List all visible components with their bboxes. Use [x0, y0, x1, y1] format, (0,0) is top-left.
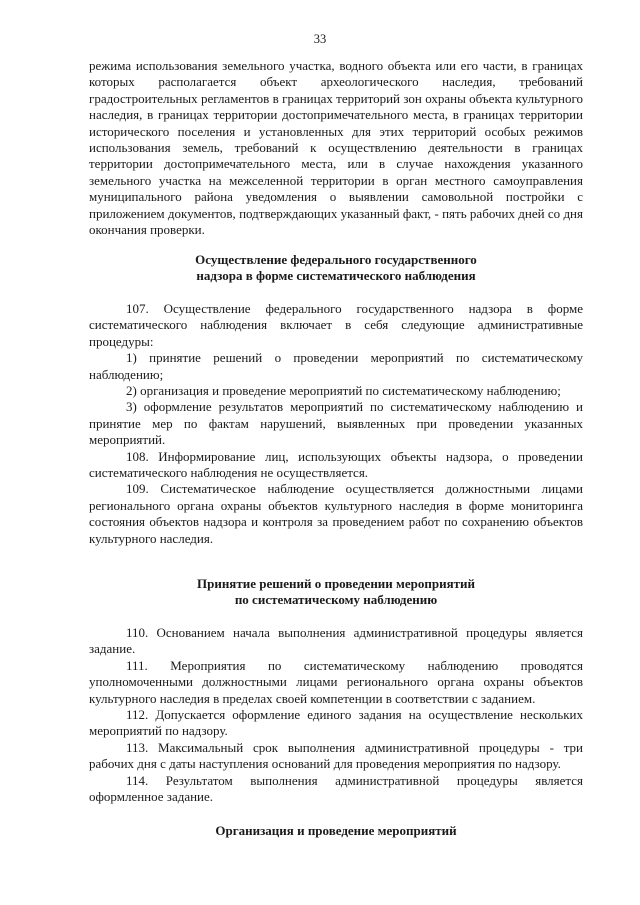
paragraph-112: 112. Допускается оформление единого задания на осуществление нескольких мероприятий по надзору.: [89, 707, 583, 739]
section2-body: [89, 625, 583, 805]
heading-line: по систематическому наблюдению: [234, 592, 438, 608]
heading-line: Осуществление федерального государственного: [195, 252, 477, 267]
paragraph-107: 107. Осуществление федерального государственного надзора в форме систематического наблюдения включает в себя следующие административные процедуры:: [89, 301, 583, 349]
section-heading-systematic-observation: [89, 252, 583, 285]
paragraph-110: 110. Основанием начала выполнения административной процедуры является задание.: [89, 625, 583, 657]
list-item-1: 1) принятие решений о проведении мероприятий по систематическому наблюдению;: [89, 350, 583, 382]
section-heading-organization: [89, 823, 583, 839]
paragraph-113: 113. Максимальный срок выполнения административной процедуры - три рабочих дня с даты наступления оснований для проведения мероприятия по надзору.: [89, 739, 583, 772]
page-number: 33: [313, 32, 327, 46]
heading-line: надзора в форме систематического наблюдения: [196, 268, 476, 284]
intro-paragraph-block: [89, 58, 583, 238]
intro-paragraph: режима использования земельного участка, водного объекта или его части, в границах которых располагается объект археологического наследия, требований градостроительных регламентов в границах территорий зон охраны объекта культурного наследия, в границах территории достопримечательного места, в границах территории исторического поселения и установленных для этих территорий особых режимов использования земель, требований к осуществлению деятельности в границах территории достопримечательного места, или в случае нахождения указанного земельного участка на межселенной территории в орган местного самоуправления муниципального района уведомления о выявлении самовольной постройки с приложением документов, подтверждающих указанный факт, - пять рабочих дней со дня окончания проверки.: [89, 58, 583, 238]
list-item-2: 2) организация и проведение мероприятий по систематическому наблюдению;: [126, 383, 561, 399]
heading-line: Принятие решений о проведении мероприятий: [196, 576, 475, 591]
paragraph-114: 114. Результатом выполнения административной процедуры является оформленное задание.: [89, 772, 583, 805]
section-heading-decision-making: [89, 576, 583, 609]
paragraph-111: 111. Мероприятия по систематическому наблюдению проводятся уполномоченными должностными лицами регионального органа охраны объектов культурного наследия в пределах своей компетенции в соответствии с заданием.: [89, 657, 583, 706]
paragraph-108: 108. Информирование лиц, использующих объекты надзора, о проведении систематического наблюдения не осуществляется.: [89, 448, 583, 481]
section1-body: [89, 301, 583, 547]
heading-line: Организация и проведение мероприятий: [215, 823, 457, 838]
paragraph-109: 109. Систематическое наблюдение осуществляется должностными лицами регионального органа охраны объектов культурного наследия в форме мониторинга состояния объектов надзора и контроля за проведением работ по сохранению объектов культурного наследия.: [89, 481, 583, 546]
list-item-3: 3) оформление результатов мероприятий по систематическому наблюдению и принятие мер по фактам нарушений, выявленных при проведении указанных мероприятий.: [89, 399, 583, 448]
